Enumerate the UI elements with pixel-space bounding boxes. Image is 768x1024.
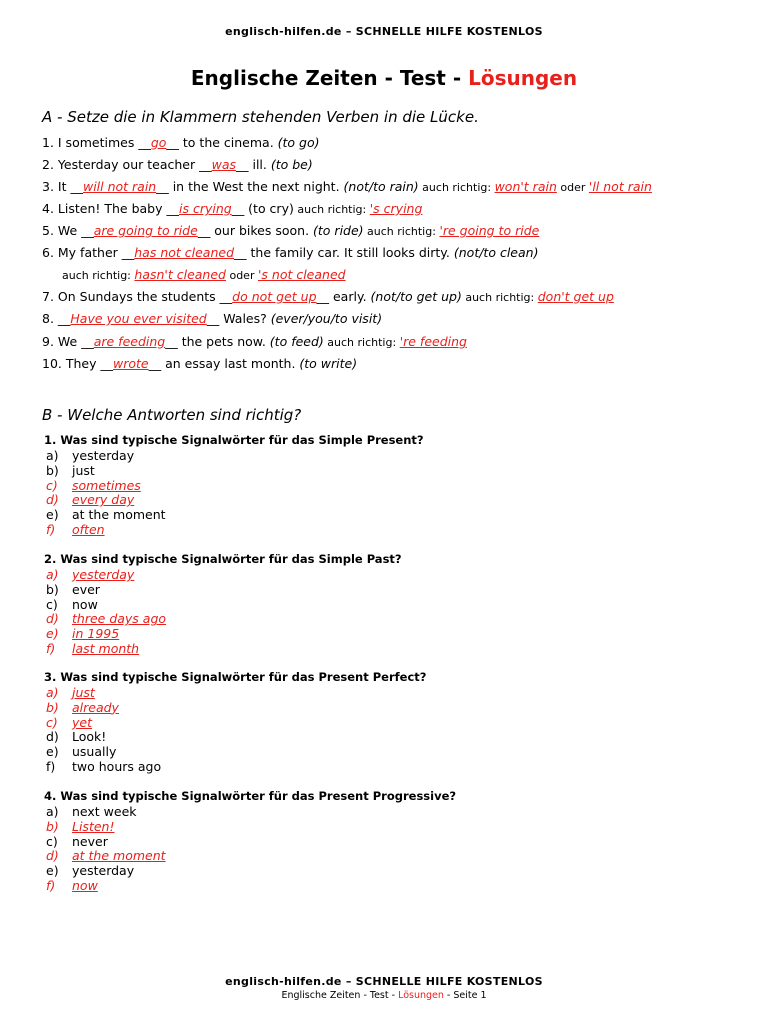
option-text: last month — [72, 641, 140, 656]
exercise-prefix: 10. They __ — [42, 356, 113, 371]
option — [46, 834, 108, 849]
option-text: usually — [72, 744, 117, 760]
option-text: just — [72, 685, 95, 700]
option-letter: b) — [46, 581, 59, 597]
exercise-hint: (to be) — [270, 157, 313, 172]
exercise-answer: is crying — [178, 201, 232, 216]
option-text: at the moment — [72, 507, 166, 523]
alternative-answer: 's not cleaned — [257, 267, 346, 282]
exercise-answer: do not get up — [232, 289, 317, 304]
option-text: two hours ago — [72, 759, 162, 774]
exercise-a-line — [42, 201, 422, 216]
question-heading: 2. Was sind typische Signalwörter für das Simple Past? — [44, 552, 402, 566]
exercise-hint: (to go) — [277, 135, 320, 150]
exercise-suffix: __ the pets now. — [165, 334, 270, 349]
option — [46, 597, 98, 612]
exercise-prefix: 8. __ — [42, 311, 71, 326]
option-text: three days ago — [72, 611, 167, 627]
option-letter: d) — [46, 729, 59, 745]
footer-page-accent: Lösungen — [398, 990, 444, 1001]
option-correct — [46, 641, 139, 656]
option — [46, 804, 137, 819]
exercise-suffix: __ our bikes soon. — [197, 223, 314, 238]
exercise-a-line — [62, 267, 346, 282]
also-correct-label: auch richtig: — [323, 336, 400, 349]
option-letter: c) — [46, 596, 58, 612]
option-text: often — [72, 522, 105, 537]
option-letter: b) — [46, 818, 59, 834]
footer-page-pre: Englische Zeiten - Test - — [281, 990, 399, 1001]
or-label: oder — [556, 181, 589, 194]
option-text: yesterday — [72, 567, 135, 582]
option-text: in 1995 — [72, 626, 120, 642]
option-letter: b) — [46, 462, 59, 478]
option-text: Look! — [72, 729, 107, 745]
exercise-answer: are feeding — [93, 334, 166, 349]
exercise-answer: wrote — [112, 356, 149, 371]
footer-page-post: - Seite 1 — [443, 990, 487, 1001]
exercise-a-line — [42, 334, 467, 349]
option-correct — [46, 567, 134, 582]
option-letter: c) — [46, 477, 58, 493]
exercise-a-line — [42, 356, 357, 371]
also-correct-label: auch richtig: — [418, 181, 495, 194]
exercise-hint: (not/to clean) — [453, 245, 539, 260]
exercise-prefix: 7. On Sundays the students __ — [42, 289, 233, 304]
header-site: englisch-hilfen.de – SCHNELLE HILFE KOSTENLOS — [225, 25, 543, 38]
title-main: Englische Zeiten - Test - — [190, 66, 469, 90]
option — [46, 759, 161, 774]
also-correct-label: auch richtig: — [293, 203, 370, 216]
exercise-prefix: 6. My father __ — [42, 245, 135, 260]
option-letter: a) — [46, 567, 59, 582]
option-text: Listen! — [72, 818, 115, 834]
or-label: oder — [225, 269, 258, 282]
exercise-prefix: 3. It __ — [42, 179, 83, 194]
option-correct — [46, 685, 95, 700]
option-letter: e) — [46, 626, 59, 642]
option — [46, 744, 116, 759]
section-b-heading: B - Welche Antworten sind richtig? — [42, 406, 302, 424]
option-correct — [46, 715, 92, 730]
option-text: just — [72, 462, 95, 478]
exercise-hint: (not/to rain) — [343, 179, 419, 194]
option-letter: a) — [46, 685, 59, 700]
exercise-suffix: __ Wales? — [206, 311, 271, 326]
title-accent: Lösungen — [468, 66, 578, 90]
option-text: every day — [72, 492, 135, 508]
alternative-answer: 're going to ride — [439, 223, 540, 238]
exercise-suffix: __ early. — [316, 289, 371, 304]
option — [46, 863, 134, 878]
exercise-answer: are going to ride — [93, 223, 198, 238]
exercise-a-line — [42, 223, 539, 238]
option-letter: c) — [46, 714, 58, 730]
exercise-a-line — [42, 157, 313, 172]
option-letter: d) — [46, 611, 59, 627]
alternative-answer: 'll not rain — [588, 179, 652, 194]
option-text: at the moment — [72, 848, 166, 864]
exercise-suffix: __ ill. — [236, 157, 271, 172]
option-letter: a) — [46, 448, 59, 463]
exercise-prefix: 5. We __ — [42, 223, 94, 238]
option-letter: d) — [46, 848, 59, 864]
option-letter: e) — [46, 863, 59, 879]
footer-site: englisch-hilfen.de – SCHNELLE HILFE KOSTENLOS — [225, 975, 543, 988]
exercise-a-line — [42, 179, 652, 194]
exercise-suffix: __ (to cry) — [231, 201, 294, 216]
exercise-prefix: 1. I sometimes __ — [42, 135, 151, 150]
alternative-answer: 's crying — [369, 201, 423, 216]
option-text: next week — [72, 804, 137, 819]
option-letter: e) — [46, 744, 59, 760]
question-heading: 4. Was sind typische Signalwörter für das Present Progressive? — [44, 789, 457, 803]
exercise-suffix: __ to the cinema. — [166, 135, 278, 150]
question-heading: 3. Was sind typische Signalwörter für das Present Perfect? — [44, 670, 427, 684]
alternative-answer: 're feeding — [399, 334, 467, 349]
exercise-hint: (to feed) — [269, 334, 324, 349]
option — [46, 507, 166, 522]
option-letter: a) — [46, 804, 59, 819]
exercise-answer: Have you ever visited — [70, 311, 207, 326]
option-text: now — [72, 878, 98, 893]
option-text: yet — [72, 714, 92, 730]
option-correct — [46, 819, 114, 834]
exercise-answer: has not cleaned — [134, 245, 235, 260]
option-letter: f) — [46, 759, 56, 774]
option-correct — [46, 492, 134, 507]
exercise-a-line — [42, 135, 320, 150]
alternative-answer: won't rain — [494, 179, 557, 194]
exercise-answer: go — [150, 135, 167, 150]
option-letter: e) — [46, 507, 59, 523]
also-correct-label: auch richtig: — [62, 269, 135, 282]
alternative-answer: hasn't cleaned — [134, 267, 226, 282]
option-text: yesterday — [72, 448, 135, 463]
option-correct — [46, 848, 166, 863]
exercise-suffix: __ the family car. It still looks dirty. — [234, 245, 454, 260]
exercise-hint: (not/to get up) — [370, 289, 462, 304]
exercise-hint: (to write) — [299, 356, 358, 371]
option-letter: f) — [46, 522, 56, 537]
exercise-suffix: __ in the West the next night. — [156, 179, 344, 194]
option-letter: f) — [46, 641, 56, 656]
option-correct — [46, 878, 98, 893]
option — [46, 582, 100, 597]
exercise-prefix: 4. Listen! The baby __ — [42, 201, 179, 216]
exercise-answer: was — [211, 157, 236, 172]
option-letter: f) — [46, 878, 56, 893]
option-letter: c) — [46, 833, 58, 849]
option-letter: d) — [46, 492, 59, 508]
exercise-hint: (to ride) — [313, 223, 364, 238]
option — [46, 448, 134, 463]
option-text: yesterday — [72, 863, 135, 879]
option-text: ever — [72, 581, 100, 597]
option-text: sometimes — [72, 477, 141, 493]
also-correct-label: auch richtig: — [461, 291, 538, 304]
option — [46, 729, 106, 744]
alternative-answer: don't get up — [537, 289, 614, 304]
option-correct — [46, 611, 166, 626]
option-correct — [46, 626, 119, 641]
option-text: never — [72, 833, 108, 849]
exercise-answer: will not rain — [82, 179, 157, 194]
section-a-heading: A - Setze die in Klammern stehenden Verben in die Lücke. — [42, 108, 479, 126]
option-letter: b) — [46, 699, 59, 715]
exercise-prefix: 9. We __ — [42, 334, 94, 349]
page-title — [0, 66, 768, 90]
exercise-hint: (ever/you/to visit) — [270, 311, 383, 326]
footer-page-info — [0, 990, 768, 1001]
exercise-a-line — [42, 245, 538, 260]
question-heading: 1. Was sind typische Signalwörter für das Simple Present? — [44, 433, 424, 447]
exercise-suffix: __ an essay last month. — [148, 356, 300, 371]
option-correct — [46, 522, 105, 537]
exercise-a-line — [42, 311, 382, 326]
option — [46, 463, 95, 478]
option-correct — [46, 478, 141, 493]
option-correct — [46, 700, 119, 715]
also-correct-label: auch richtig: — [363, 225, 440, 238]
option-text: already — [72, 699, 119, 715]
exercise-prefix: 2. Yesterday our teacher __ — [42, 157, 212, 172]
option-text: now — [72, 596, 98, 612]
exercise-a-line — [42, 289, 614, 304]
